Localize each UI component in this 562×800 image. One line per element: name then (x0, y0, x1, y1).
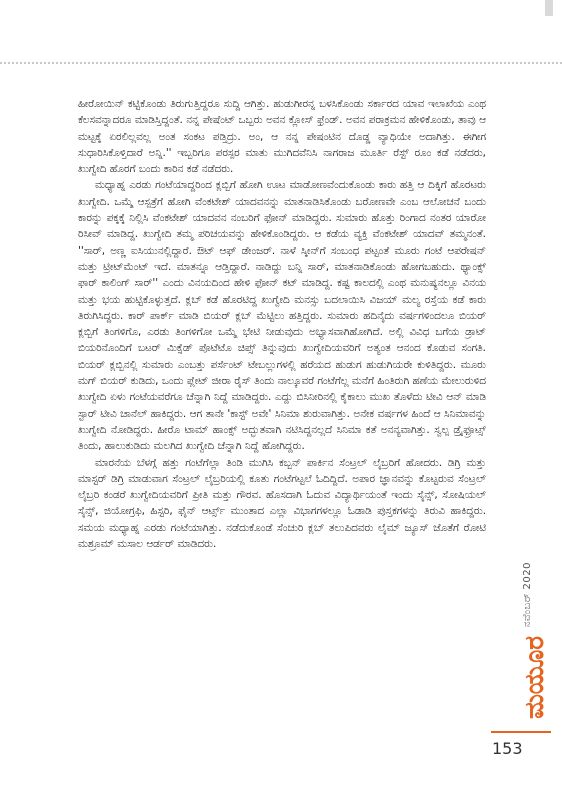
magazine-brand: ಮಯೂರ (520, 636, 550, 719)
dotted-divider (0, 62, 562, 64)
paragraph: ಮಧ್ಯಾಹ್ನ ಎರಡು ಗಂಟೆಯಾದ್ದರಿಂದ ಕ್ಲಬ್ಬಿಗೆ ಹೋಗಿ ಊಟ ಮಾಡೋಣವೆಂದುಕೊಂಡು ಕಾರು ಹತ್ತಿ ಆ ದಿಕ್ಕಿಗೆ ಹೊರಟರು ಖುಗ್ವೇದಿ. ಒಮ್ಮೆ ಆಸ್ಪತ್ರೆಗೆ ಹೋಗಿ ವೆಂಕಟೇಶ್ ಯಾದವನನ್ನು ಮಾತನಾಡಿಸಿಕೊಂಡು ಬರೋಣವೇ ಎಂಬ ಆಲೋಚನೆ ಬಂದು ಕಾರನ್ನು ಪಕ್ಕಕ್ಕೆ ನಿಲ್ಲಿಸಿ ವೆಂಕಟೇಶ್ ಯಾದವನ ನಂಬರಿಗೆ ಫೋನ್ ಮಾಡಿದ್ದರು. ಸುಮಾರು ಹೊತ್ತು ರಿಂಗಾದ ನಂತರ ಯಾರೋ ರಿಸೀವ್ ಮಾಡಿದ್ದ. ಖುಗ್ವೇದಿ ತಮ್ಮ ಪರಿಚಯವನ್ನು ಹೇಳಿಕೊಂಡಿದ್ದರು. ಆ ಕಡೆಯ ವ್ಯಕ್ತಿ ವೆಂಕಟೇಶ್ ಯಾದವ್ ತಮ್ಮನಂತೆ. ''ಸಾರ್, ಅಣ್ಣ ಐಸಿಯುನಲ್ಲಿದ್ದಾರೆ. ಔಟ್ ಆಫ್ ಡೇಂಜರ್. ನಾಳೆ ಸ್ಕೀನ್‌ಗೆ ಸಂಬಂಧ ಪಟ್ಟಂತೆ ಮೂರು ಗಂಟೆ ಆಪರೇಷನ್ ಮತ್ತು ಟ್ರೀಟ್‌ಮೆಂಟ್ ಇದೆ. ಮಾತನ್ನೂ ಆಡ್ತಿದ್ದಾರೆ. ನಾಡಿದ್ದು ಬನ್ನಿ ಸಾರ್, ಮಾತನಾಡಿಕೊಂಡು ಹೋಗಬಹುದು. ಥ್ಯಾಂಕ್ಸ್ ಫಾರ್ ಕಾಲಿಂಗ್ ಸಾರ್'' ಎಂದು ವಿನಯದಿಂದ ಹೇಳಿ ಫೋನ್ ಕಟ್ ಮಾಡಿದ್ದ. ಕಷ್ಟ ಕಾಲದಲ್ಲಿ ಎಂಥ ಮನುಷ್ಯನಲ್ಲೂ ವಿನಯ ಮತ್ತು ಭಯ ಹುಟ್ಟಿಕೊಳ್ಳುತ್ತದೆ. ಕ್ಲಬ್ ಕಡೆ ಹೊರಟಿದ್ದ ಖುಗ್ವೇದಿ ಮನಸ್ಸು ಬದಲಾಯಿಸಿ ವಿಜಯ್ ಮಲ್ಯ ರಸ್ತೆಯ ಕಡೆ ಕಾರು ತಿರುಗಿಸಿದ್ದರು. ಕಾರ್ ಪಾರ್ಕ್ ಮಾಡಿ ಬಿಯರ್ ಕ್ಲಬ್ ಮೆಟ್ಟಿಲು ಹತ್ತಿದ್ದರು. ಸುಮಾರು ಹದಿನೈದು ವರ್ಷಗಳಿಂದಲೂ ಬಿಯರ್ ಕ್ಲಬ್ಬಿಗೆ ತಿಂಗಳಿಗೊ, ಎರಡು ತಿಂಗಳಿಗೋ ಒಮ್ಮೆ ಭೇಟಿ ನೀಡುವುದು ಅಭ್ಯಾಸವಾಗಿಹೋಗಿದೆ. ಅಲ್ಲಿ ವಿವಿಧ ಬಗೆಯ ಡ್ರಾಟ್ ಬಿಯರಿನೊಂದಿಗೆ ಬಟರ್ ಮಿಕ್ಸೆಡ್ ಪೊಟೆಟೊ ಚಿಪ್ಸ್ ತಿನ್ನುವುದು ಖುಗ್ವೇದಿಯವರಿಗೆ ಅತ್ಯಂತ ಆನಂದ ಕೊಡುವ ಸಂಗತಿ. ಬಿಯರ್ ಕ್ಲಬ್ಬಿನಲ್ಲಿ ಸುಮಾರು ಎಂಬತ್ತು ಪರ್ಸೆಂಟ್ ಟೇಬಲ್ಲುಗಳಲ್ಲಿ ಹರೆಯದ ಹುಡುಗ ಹುಡುಗಿಯರೇ ಕುಳಿತಿದ್ದರು. ಮೂರು ಮಗ್ ಬಿಯರ್ ಕುಡಿದು, ಒಂದು ಪ್ಲೇಟ್ ಜೀರಾ ರೈಸ್ ತಿಂದು ನಾಲ್ಕೂವರೆ ಗಂಟೆಗೆಲ್ಲ ಮನೆಗೆ ಹಿಂತಿರುಗಿ ಹಣೆಯ ಮೇಲುರುಳಿದ ಖುಗ್ವೇದಿ ಏಳು ಗಂಟೆಯವರೆಗೂ ಚೆನ್ನಾಗಿ ನಿದ್ದೆ ಮಾಡಿದ್ದರು. ಎದ್ದು ಬಿಸಿನೀರಿನಲ್ಲಿ ಕೈಕಾಲು ಮುಖ ತೊಳೆದು ಟೀವಿ ಆನ್ ಮಾಡಿ ಸ್ಟಾರ್ ಟೀವಿ ಚಾನೆಲ್ ಹಾಕಿದ್ದರು. ಆಗ ತಾನೇ 'ಕಾಸ್ಟ್ ಅವೇ' ಸಿನಿಮಾ ಶುರುವಾಗಿತ್ತು. ಅನೇಕ ವರ್ಷಗಳ ಹಿಂದೆ ಆ ಸಿನಿಮಾವನ್ನು ಖುಗ್ವೇದಿ ನೋಡಿದ್ದರು. ಹೀರೊ ಟಾಮ್ ಹಾಂಕ್ಸ್ ಅದ್ಭುತವಾಗಿ ನಟಿಸಿದ್ದನಲ್ಲದೆ ಸಿನಿಮಾ ಕತೆ ಅನನ್ಯವಾಗಿತ್ತು. ಸ್ವಲ್ಪ ಡ್ರೈಫ್ರೂಟ್ಸ್ ತಿಂದು, ಹಾಲುಕುಡಿದು ಮಲಗಿದ ಖುಗ್ವೇದಿ ಚೆನ್ನಾಗಿ ನಿದ್ದೆ ಹೋಗಿದ್ದರು. (78, 179, 486, 453)
paragraph: ಮಾರನೆಯ ಬೆಳಗ್ಗೆ ಹತ್ತು ಗಂಟೆಗೆಲ್ಲಾ ತಿಂಡಿ ಮುಗಿಸಿ ಕಬ್ಬನ್ ಪಾರ್ಕಿನ ಸೆಂಟ್ರಲ್ ಲೈಬ್ರರಿಗೆ ಹೋದರು. ಡಿಗ್ರಿ ಮತ್ತು ಮಾಸ್ಟರ್ ಡಿಗ್ರಿ ಮಾಡುವಾಗ ಸೆಂಟ್ರಲ್ ಲೈಬ್ರರಿಯಲ್ಲಿ ಕೂತು ಗಂಟೆಗಟ್ಟಲೆ ಓದಿದ್ದಿದೆ. ಅಪಾರ ಜ್ಞಾನವನ್ನು ಕೊಟ್ಟರುವ ಸೆಂಟ್ರಲ್ ಲೈಬ್ರರಿ ಕಂಡರೆ ಖುಗ್ವೇದಿಯವರಿಗೆ ಪ್ರೀತಿ ಮತ್ತು ಗೌರವ. ಹೊಸದಾಗಿ ಓದುವ ವಿದ್ಯಾರ್ಥಿಯಂತೆ ಇಂದು ಸೈನ್ಸ್, ಸೋಷಿಯಲ್ ಸೈನ್ಸ್, ಜಿಯೋಗ್ರಫಿ, ಹಿಸ್ಟರಿ, ಫೈನ್ ಆರ್ಟ್ಸ್ ಮುಂತಾದ ಎಲ್ಲಾ ವಿಭಾಗಗಳಲ್ಲೂ ಓಡಾಡಿ ಪುಸ್ತಕಗಳನ್ನು ತಿರುವಿ ಹಾಕಿದ್ದರು. ಸಮಯ ಮಧ್ಯಾಹ್ನ ಎರಡು ಗಂಟೆಯಾಗಿತ್ತು. ನಡೆದುಕೊಂಡೆ ಸೆಂಚುರಿ ಕ್ಲಬ್ ತಲುಪಿದವರು ಲೈಮ್ ಜ್ಯೂಸ್ ಜೊತೆಗೆ ರೋಟಿ ಮಶ್ರೂಮ್ ಮಸಾಲ ಆರ್ಡರ್ ಮಾಡಿದರು. (78, 456, 486, 551)
page-number: 153 (492, 739, 523, 758)
paragraph: ಹೀರೋಯಿನ್ ಕಟ್ಟಿಕೊಂಡು ತಿರುಗುತ್ತಿದ್ದರೂ ಸುದ್ದಿ ಆಗಿತ್ತು. ಹುಡುಗೀರನ್ನ ಬಳಸಿಕೊಂಡು ಸರ್ಕಾರದ ಯಾವ ಇಲಾಖೆಯ ಎಂಥ ಕೆಲಸವನ್ನಾದರೂ ಮಾಡಿಸ್ತಿದ್ದಂತೆ. ನನ್ನ ಪೇಷೆಂಟ್ ಒಬ್ಬರು ಅವನ ಕ್ಲೋಸ್ ಫ್ರೆಂಡ್. ಅವನ ಪರಾಕ್ರಮನ ಹೇಳಿಕೊಂಡು, ತಾವು ಆ ಮಟ್ಟಕ್ಕೆ ಏರಲಿಲ್ಲವಲ್ಲ ಅಂತ ಸಂಕಟ ಪಡ್ತಿದ್ರು. ಅಂ, ಆ ನನ್ನ ಪೇಷಂಟಿನ ದೊಡ್ಡ ವ್ಯಾಧಿಯೇ ಅದಾಗಿತ್ತು. ಈಗೀಗ ಸುಧಾರಿಸಿಕೊಳ್ತಿದಾರೆ ಅನ್ನಿ.'' ಇಬ್ಬರಿಗೂ ಪರಸ್ಪರ ಮಾತು ಮುಗಿದವೆನಿಸಿ ನಾಗರಾಜ ಮೂರ್ತಿ ರೆಸ್ಟ್ ರೂಂ ಕಡೆ ನಡೆದರು, ಖುಗ್ವೇದಿ ಹೊರಗೆ ಬಂದು ಕಾರಿನ ಕಡೆ ನಡೆದರು. (78, 98, 486, 176)
issue-date: ನವೆಂಬರ್ 2020 (522, 562, 533, 628)
page-number-rule (491, 731, 551, 733)
article-body (78, 96, 486, 552)
